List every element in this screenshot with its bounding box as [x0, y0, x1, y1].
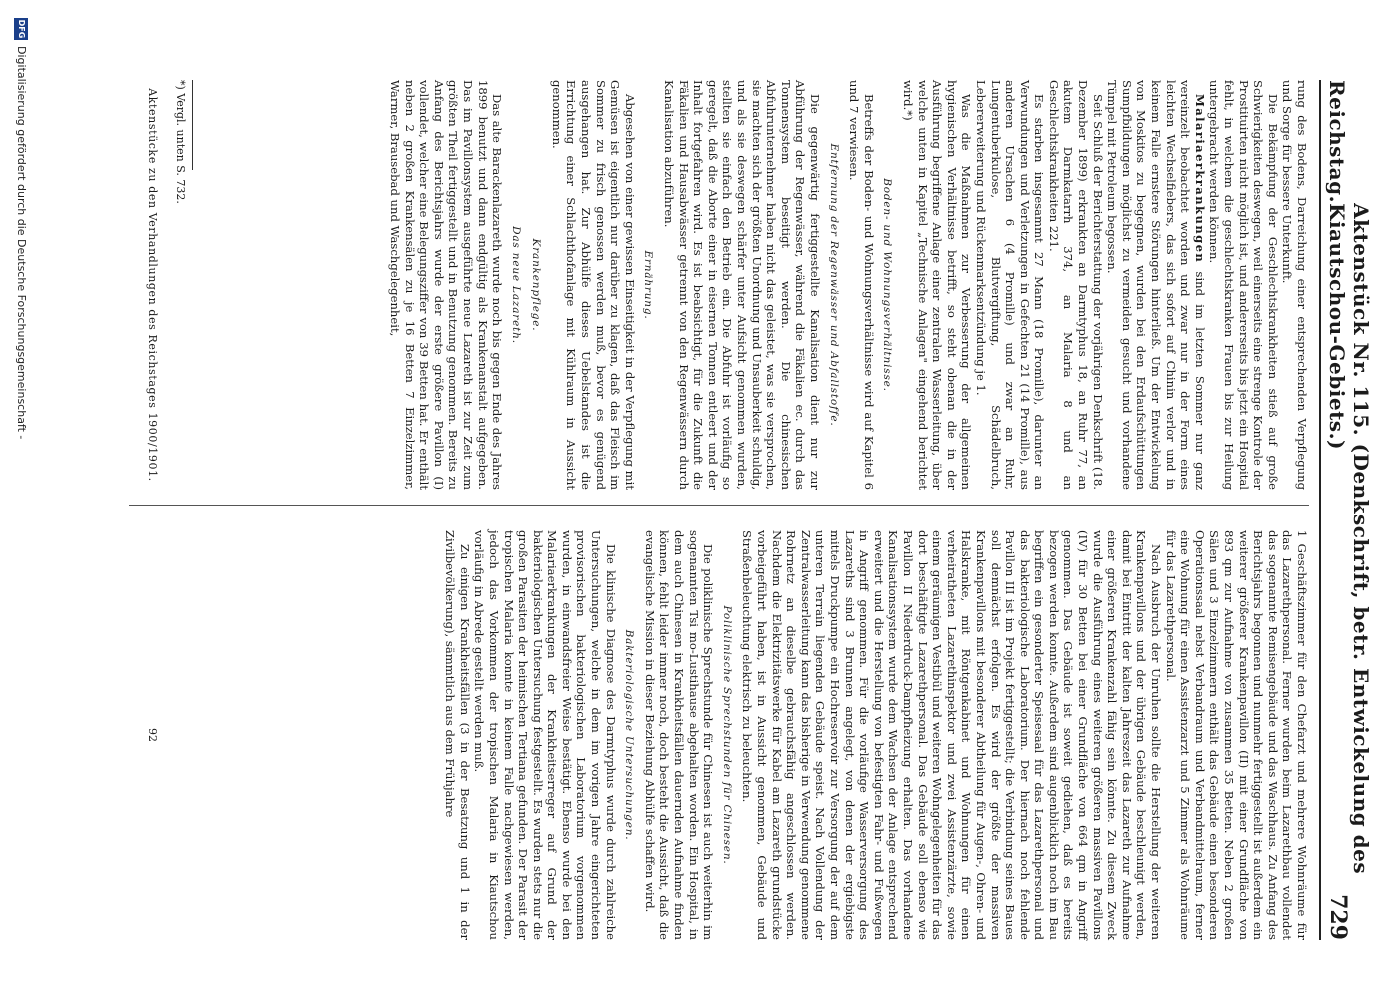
header-page-number: 729 [1325, 894, 1351, 940]
paragraph [1105, 80, 1207, 490]
digitization-credit [0, 0, 43, 1000]
footnote: *) Vergl. unten S. 732. [174, 80, 187, 204]
dfg-logo-icon: DFG [15, 18, 29, 40]
paragraph: Die poliklinische Sprechstunde für Chinesen ist auch weiterhin im sogenannten Tsi mo-Lustihause abgehalten worden. Ein Hospital, in dem auch Chinesen in Krankheitsfällen dauernden Aufnahme finden können, fehlt leider immer noch, doch besteht die Aussicht, daß die evangelische Mission in dieser Beziehung Abhülfe schaffen wird. [642, 530, 716, 940]
paragraph: Die gegenwärtig fertiggestellte Kanalisation dient nur zur Abführung der Regenwässer, während die Fäkalien ec. durch das Tonnensystem beseitigt werden. Die chinesischen Abfuhrunternehmer haben nicht das geleistet, was sie versprochen, sie machten sich der größten Unordnung und Unsauberkeit schuldig, und als sie deswegen schärfer unter Aufsicht genommen wurden, stellten sie einfach den Betrieb ein. Die Abfuhr ist vorläufig so geregelt, daß die Aborte einer in eisernen Tonnen entleert und der Inhalt fortgefahren wird. Es ist beabsichtigt, für die Zukunft die Fäkalien und Hausabwässer getrennt von den Regenwässern durch Kanalisation abzuführen. [662, 80, 822, 490]
paragraph: Die klinische Diagnose des Darmtyphus wurde durch zahlreiche Untersuchungen, welche in dem im vorigen Jahre eingerichteten provisorischen bakteriologischen Laboratorium vorgenommen wurden, in einwandsfreier Weise bestätigt. Ebenso wurde bei den Malariaerkrankungen der Krankheitserreger auf Grund der bakteriologischen Untersuchung festgestellt. Es wurden stets nur die großen Parasiten der heimischen Tertiana gefunden. Der Parasit der tropischen Malaria konnte in keinem Falle nachgewiesen werden, jedoch das Vorkommen der tropischen Malaria in Kiautschou vorläufig in Abrede gestellt werden muß. [472, 530, 618, 940]
footer-source-line: Aktenstücke zu den Verhandlungen des Reichstages 1900/1901. [146, 88, 159, 482]
paragraph: Das alte Barackenlazareth wurde noch bis gegen Ende des Jahres 1899 benutzt und dann endgültig als Krankenanstalt aufgegeben. Das im Pavillonsystem ausgeführte neue Lazareth ist zur Zeit zum größten Theil fertiggestellt und in Benutzung genommen. Bereits zu Anfang des Berichtsjahrs wurde der erste größere Pavillon (I) vollendet, welcher eine Belegungsziffer von 39 Betten hat. Er enthält neben 2 großen Krankensälen zu je 16 Betten 7 Einzelzimmer, Warmer, Brausebad und Waschgelegenheit, [387, 80, 505, 490]
column-divider [129, 505, 1309, 506]
paragraph: Nach Ausbruch der Unruhen sollte die Herstellung der weiteren Krankenpavillons und der übrigen Gebäude beschleunigt werden, damit bei Eintritt der kalten Jahreszeit das Lazareth zur Aufnahme einer größeren Krankenzahl fähig sein könnte. Zu diesem Zweck wurde die Ausführung eines weiteren größeren massiven Pavillons (IV) für 30 Betten bei einer Grundfläche von 664 qm in Angriff genommen. Das Gebäude ist soweit gediehen, daß es bereits bezogen werden konnte. Außerdem sind augenblicklich noch im Bau begriffen ein gesonderter Speisesaal für das Lazarethpersonal und das bakteriologische Laboratorium. Der hiernach noch fehlende Pavillon III ist im Projekt fertiggestellt; die Verbindung seines Baues soll demnächst erfolgen. Es wird der größte der massiven Krankenpavillons mit besonderer Abtheilung für Augen-, Ohren- und Halskranke, mit Röntgenkabinet und Wohnungen für einen verheiratheten Lazarethinspektor und zwei Assistenzärzte, sowie einem geräumigen Vestibül und weiteren Wohngelegenheiten für das dort beschäftigte Lazarethpersonal. Das Gebäude soll ebenso wie Pavillon II Niederdruck-Dampfheizung erhalten. Das vorhandene Kanalisationssystem wurde dem Wachsen der Anlage entsprechend erweitert und die Herstellung von befestigten Fahr- und Fußwegen in Angriff genommen. Für die vorläufige Wasserversorgung des Lazareths sind 3 Brunnen angelegt, von denen der ergiebigste mittels Druckpumpe ein Hochreservoir zur Versorgung der auf dem unteren Terrain liegenden Gebäude speist. Nach Vollendung der Zentralwasserleitung kann das bisherige in Verwendung genommene Rohrnetz an dieselbe gebrauchsfähig angeschlossen werden. Nachdem die Elektrizitätswerke für Kabel am Lazareth grundstücke vorbeigeführt haben, ist in Aussicht genommen, Gebäude und Straßenbeleuchtung elektrisch zu beleuchten. [740, 530, 1164, 940]
section-heading: Bakteriologische Untersuchungen. [623, 629, 636, 841]
paragraph: Abgesehen von einer gewissen Einseitigkeit in der Verpflegung mit Gemüsen ist eigentlich nur darüber zu klagen, daß das Fleisch im Sommer zu frisch genossen werden muß, bevor es genügend ausgehangen hat. Zur Abhülfe dieses Uebelstandes ist die Errichtung einer Schlachthofanlage mit Kühlraum in Aussicht genommen. [549, 80, 637, 490]
section-heading: Boden- und Wohnungsverhältnisse. [881, 178, 894, 392]
section-heading: Poliklinische Sprechstunden für Chinesen. [720, 605, 733, 865]
header-left: Reichstag. [1325, 80, 1349, 204]
footnote-rule [192, 80, 193, 170]
section-heading: Krankenpflege. [530, 238, 543, 332]
header-title: Aktenstück Nr. 115. (Denkschrift, betr. Entwickelung des Kiautschou-Gebiets.) [1325, 203, 1373, 875]
left-column [387, 80, 1309, 490]
section-heading: Entfernung der Regenwässer und Abfallstoffe. [827, 143, 840, 427]
paragraph: Es starben insgesammt 27 Mann (18 Promille), darunter an Verwundungen und Verletzungen in Gefechten 21 (14 Promille), aus anderen Ursachen 6 (4 Promille) und zwar an Ruhr, Lungentuberkulose, Blutvergiftung, Schädelbruch, Lebererweiterung und Rückenmarksentzündung je 1. [973, 80, 1047, 490]
section-subheading: Das neue Lazareth. [509, 226, 522, 344]
footer-page-number: 92 [146, 728, 159, 742]
paragraph: Was die Maßnahmen zur Verbesserung der allgemeinen hygienischen Verhältnisse betrifft, so steht obenan die in der Ausführung begriffene Anlage einer zentralen Wasserleitung, über welche unten in Kapitel „Technische Anlagen" eingehend berichtet wird.*) [900, 80, 974, 490]
paragraph: Betreffs der Boden- und Wohnungsverhältnisse wird auf Kapitel 6 und 7 verwiesen. [847, 80, 876, 490]
paragraph: rung des Bodens, Darreichung einer entsprechenden Verpflegung und Sorge für bessere Unterkunft. [1280, 80, 1309, 490]
paragraph-text: sind im letzten Sommer nur ganz vereinzelt beobachtet worden und zwar nur in der Form eines leichten Wechselfiebers, das sich sofort auf Chinin verlor und in keinem Falle ernstere Störungen hinterließ. Um der Entwickelung von Moskitos zu begegnen, wurden bei den Erdaufschüttungen Sumpfbildungen möglichst zu vermeiden gesucht und vorhandene Tümpel mit Petroleum begossen. [1105, 80, 1207, 490]
paragraph: 1 Geschäftszimmer für den Chefarzt und mehrere Wohnräume für das Lazarethpersonal. Ferner wurden beim Lazarethbau vollendet das sogenannte Remisengebäude und das Waschhaus. Zu Anfang des Berichtsjahrs begonnen und nunmehr fertiggestellt ist außerdem ein weiterer größerer Krankenpavillon (II) mit einer Grundfläche von 893 qm zur Aufnahme von zusammen 35 Betten. Neben 2 großen Sälen und 3 Einzelzimmern enthält das Gebäude einen besonderen Operationssaal nebst Verbandraum und Verbandmittelraum, ferner eine Wohnung für einen Assistenzarzt und 5 Zimmer als Wohnräume für das Lazarethpersonal. [1163, 530, 1309, 940]
paragraph: Seit Schluß der Berichterstattung der vorjährigen Denkschrift (18. Dezember 1899) erkrankten an Darmtyphus 18, an Ruhr 77, an akutem Darmkatarrh 374, an Malaria 8 und an Geschlechtskrankheiten 221. [1046, 80, 1105, 490]
right-column [443, 530, 1309, 940]
page-header [1319, 80, 1373, 940]
paragraph: Die Bekämpfung der Geschlechtskrankheiten stieß auf große Schwierigkeiten deswegen, weil einerseits eine strenge Kontrole der Prostituirten nicht möglich ist, und andererseits bis jetzt ein Hospital fehlt, in welchem die geschlechtskranken Frauen bis zur Heilung untergebracht werden können. [1207, 80, 1280, 490]
paragraph: Zu einigen Krankheitsfällen (3 in der Besatzung und 1 in der Zivilbevölkerung), sämmtlich aus dem Frühjahre [443, 530, 472, 940]
digitization-credit-text: Digitalisierung gefördert durch die Deutsche Forschungsgemeinschaft - [15, 46, 28, 440]
section-heading: Ernährung. [642, 250, 655, 320]
emphasis: Malariaerkrankungen [1192, 94, 1207, 264]
